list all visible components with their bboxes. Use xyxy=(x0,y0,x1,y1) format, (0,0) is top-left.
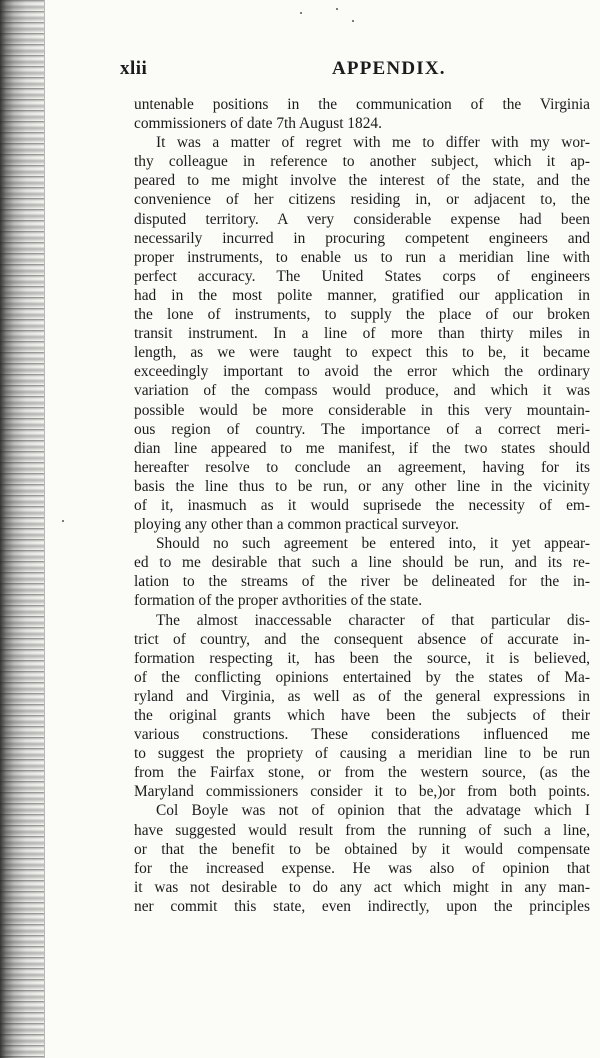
text-line: Maryland commissioners consider it to be,)or from both points. xyxy=(134,783,590,801)
text-line: lation to the streams of the river be delineated for the in- xyxy=(134,573,590,591)
text-line: ous region of country. The importance of a correct meri- xyxy=(134,420,590,438)
text-line: basis the line thus to be run, or any other line in the vicinity xyxy=(134,477,590,495)
text-line: the lone of instruments, to supply the place of our broken xyxy=(134,306,590,324)
text-line: various constructions. These considerations influenced me xyxy=(134,726,590,744)
page-binding-edge xyxy=(0,0,44,1058)
text-line: dian line appeared to me manifest, if the two states should xyxy=(134,439,590,457)
text-line: variation of the compass would produce, and which it was xyxy=(134,382,590,400)
text-line: ner commit this state, even indirectly, upon the principles xyxy=(134,897,590,915)
text-line: to suggest the propriety of causing a meridian line to be run xyxy=(134,745,590,763)
page-binding-line xyxy=(44,0,45,1058)
text-line: ed to me desirable that such a line should be run, and its re- xyxy=(134,554,590,572)
text-line: exceedingly important to avoid the error which the ordinary xyxy=(134,363,590,381)
text-line: untenable positions in the communication of the Virginia xyxy=(134,96,590,113)
text-line: of it, inasmuch as it would suprisede the necessity of em- xyxy=(134,496,590,514)
page-header xyxy=(120,58,450,84)
text-line: transit instrument. In a line of more than thirty miles in xyxy=(134,325,590,343)
paper-speck xyxy=(336,8,338,10)
text-line: peared to me might involve the interest of the state, and the xyxy=(134,172,590,190)
text-line: possible would be more considerable in this very mountain- xyxy=(134,401,590,419)
running-head: APPENDIX. xyxy=(332,58,446,79)
text-line: have suggested would result from the running of such a line, xyxy=(134,821,590,839)
text-line: convenience of her citizens residing in, or adjacent to, the xyxy=(134,191,590,209)
body-text xyxy=(134,95,590,916)
text-line: It was a matter of regret with me to differ with my wor- xyxy=(156,134,590,152)
paper-speck xyxy=(62,520,64,522)
text-line: Should no such agreement be entered into, it yet appear- xyxy=(156,535,590,553)
text-line: trict of country, and the consequent absence of accurate in- xyxy=(134,630,590,648)
text-line: from the Fairfax stone, or from the western source, (as the xyxy=(134,764,590,782)
page-number: xlii xyxy=(120,58,148,79)
paper-speck xyxy=(300,12,302,14)
text-line: disputed territory. A very considerable expense had been xyxy=(134,210,590,228)
text-line: Col Boyle was not of opinion that the advatage which I xyxy=(156,802,590,820)
text-line: it was not desirable to do any act which might in any man- xyxy=(134,878,590,896)
text-line: or that the benefit to be obtained by it would compensate xyxy=(134,840,590,858)
text-line: formation of the proper avthorities of the state. xyxy=(134,592,423,610)
text-line: formation respecting it, has been the source, it is believed, xyxy=(134,649,590,667)
text-line: necessarily incurred in procuring competent engineers and xyxy=(134,229,590,247)
text-line: proper instruments, to enable us to run a meridian line with xyxy=(134,248,590,266)
paper-speck xyxy=(352,20,354,22)
text-line: for the increased expense. He was also of opinion that xyxy=(134,859,590,877)
text-line: the original grants which have been the subjects of their xyxy=(134,707,590,724)
text-line: ploying any other than a common practical surveyor. xyxy=(134,516,459,534)
text-line: perfect accuracy. The United States corps of engineers xyxy=(134,267,590,285)
text-line: The almost inaccessable character of that particular dis- xyxy=(156,611,590,629)
text-line: ryland and Virginia, as well as of the general expressions in xyxy=(134,687,590,705)
text-line: of the conflicting opinions entertained by the states of Ma- xyxy=(134,668,590,686)
text-line: thy colleague in reference to another subject, which it ap- xyxy=(134,153,590,171)
text-line: had in the most polite manner, gratified our application in xyxy=(134,286,590,304)
text-line: hereafter resolve to conclude an agreement, having for its xyxy=(134,458,590,476)
text-line: length, as we were taught to expect this to be, it became xyxy=(134,344,590,362)
text-line: commissioners of date 7th August 1824. xyxy=(134,115,382,133)
